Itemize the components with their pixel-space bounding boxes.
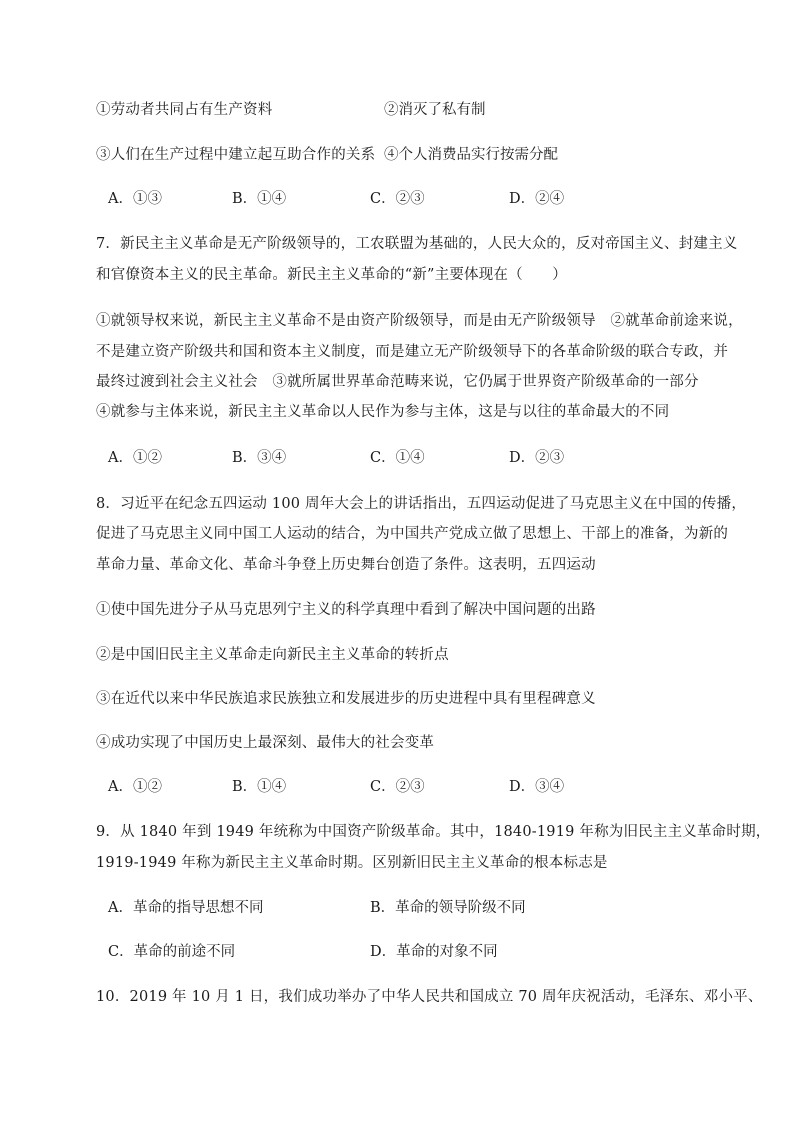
q8-item-2: ②是中国旧民主主义革命走向新民主主义革命的转折点 — [96, 647, 449, 663]
q8-item-3: ③在近代以来中华民族追求民族独立和发展进步的历史进程中具有里程碑意义 — [96, 691, 596, 707]
q6-option-d[interactable]: D．②④ — [509, 191, 565, 207]
q7-body-line-2: 不是建立资产阶级共和国和资本主义制度，而是建立无产阶级领导下的各革命阶级的联合专政，并 — [96, 344, 729, 360]
q7-option-d[interactable]: D．②③ — [509, 450, 565, 466]
q6-statement-4: ④个人消费品实行按需分配 — [384, 147, 558, 163]
q8-item-4: ④成功实现了中国历史上最深刻、最伟大的社会变革 — [96, 735, 435, 751]
q9-option-d[interactable]: D．革命的对象不同 — [370, 944, 498, 960]
q9-option-a[interactable]: A．革命的指导思想不同 — [108, 900, 264, 916]
q7-option-c[interactable]: C．①④ — [370, 450, 425, 466]
q8-item-1: ①使中国先进分子从马克思列宁主义的科学真理中看到了解决中国问题的出路 — [96, 602, 596, 618]
q8-option-c[interactable]: C．②③ — [370, 779, 425, 795]
q8-option-d[interactable]: D．③④ — [509, 779, 565, 795]
q7-option-b[interactable]: B．③④ — [232, 450, 287, 466]
q6-option-a[interactable]: A．①③ — [108, 191, 162, 207]
q8-stem-line-1: 8．习近平在纪念五四运动 100 周年大会上的讲话指出，五四运动促进了马克思主义在中国的传播， — [96, 496, 747, 512]
q10-stem-line-1: 10．2019 年 10 月 1 日，我们成功举办了中华人民共和国成立 70 周年庆祝活动，毛泽东、邓小平、 — [96, 989, 763, 1005]
q7-option-a[interactable]: A．①② — [108, 450, 162, 466]
q7-stem-line-2: 和官僚资本主义的民主革命。新民主主义革命的“新”主要体现在（ ） — [96, 267, 567, 283]
q9-stem-line-2: 1919-1949 年称为新民主主义革命时期。区别新旧民主主义革命的根本标志是 — [96, 855, 608, 871]
q8-option-a[interactable]: A．①② — [108, 779, 162, 795]
q8-stem-line-2: 促进了马克思主义同中国工人运动的结合，为中国共产党成立做了思想上、干部上的准备，为新的 — [96, 526, 729, 542]
q8-option-b[interactable]: B．①④ — [232, 779, 287, 795]
q6-statement-3: ③人们在生产过程中建立起互助合作的关系 — [96, 147, 376, 163]
q6-statement-2: ②消灭了私有制 — [384, 102, 486, 118]
q7-body-line-1: ①就领导权来说，新民主主义革命不是由资产阶级领导，而是由无产阶级领导 ②就革命前途来说， — [96, 313, 743, 329]
q8-stem-line-3: 革命力量、革命文化、革命斗争登上历史舞台创造了条件。这表明，五四运动 — [96, 557, 596, 573]
q7-body-line-4: ④就参与主体来说，新民主主义革命以人民作为参与主体，这是与以往的革命最大的不同 — [96, 404, 670, 420]
q9-option-c[interactable]: C．革命的前途不同 — [108, 944, 236, 960]
q9-option-b[interactable]: B．革命的领导阶级不同 — [370, 900, 526, 916]
q9-stem-line-1: 9．从 1840 年到 1949 年统称为中国资产阶级革命。其中，1840-1919 年称为旧民主主义革命时期， — [96, 824, 771, 840]
q6-statement-1: ①劳动者共同占有生产资料 — [96, 102, 273, 118]
q6-option-c[interactable]: C．②③ — [370, 191, 425, 207]
q7-body-line-3: 最终过渡到社会主义社会 ③就所属世界革命范畴来说，它仍属于世界资产阶级革命的一部分 — [96, 374, 699, 390]
q6-option-b[interactable]: B．①④ — [232, 191, 287, 207]
q7-stem-line-1: 7．新民主主义革命是无产阶级领导的，工农联盟为基础的，人民大众的，反对帝国主义、封建主义 — [96, 236, 738, 252]
